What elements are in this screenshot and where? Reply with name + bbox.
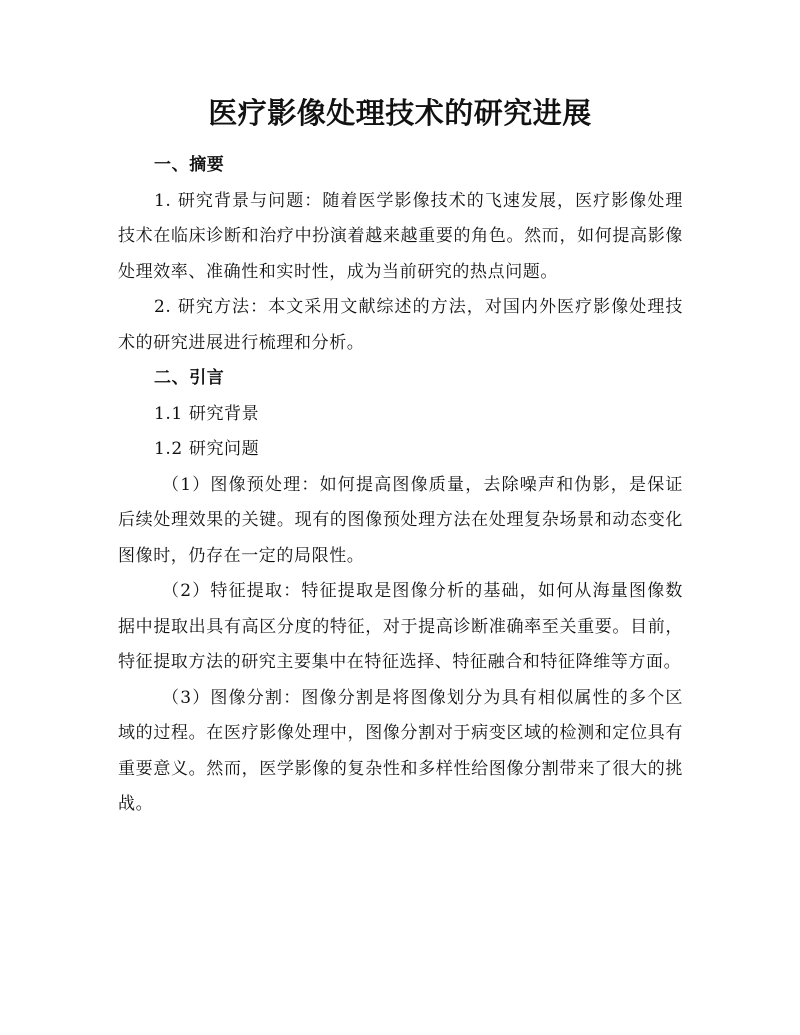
subheading-research-background: 1.1 研究背景 bbox=[154, 403, 260, 424]
document-title: 医疗影像处理技术的研究进展 bbox=[208, 96, 592, 130]
document-body bbox=[118, 148, 683, 823]
paragraph-feature-extraction: （2）特征提取：特征提取是图像分析的基础，如何从海量图像数据中提取出具有高区分度的特征，对于提高诊断准确率至关重要。目前，特征提取方法的研究主要集中在特征选择、特征融合和特征降维等方面。 bbox=[118, 581, 683, 672]
paragraph-image-segmentation: （3）图像分割：图像分割是将图像划分为具有相似属性的多个区域的过程。在医疗影像处理中，图像分割对于病变区域的检测和定位具有重要意义。然而，医学影像的复杂性和多样性给图像分割带来了很大的挑战。 bbox=[118, 687, 683, 814]
subheading-research-questions: 1.2 研究问题 bbox=[154, 439, 260, 459]
abstract-paragraph-background: 1. 研究背景与问题：随着医学影像技术的飞速发展，医疗影像处理技术在临床诊断和治疗中扮演着越来越重要的角色。然而，如何提高影像处理效率、准确性和实时性，成为当前研究的热点问题。 bbox=[118, 190, 683, 282]
section-heading-introduction: 二、引言 bbox=[154, 368, 225, 388]
paragraph-image-preprocessing: （1）图像预处理：如何提高图像质量，去除噪声和伪影，是保证后续处理效果的关键。现有的图像预处理方法在处理复杂场景和动态变化图像时，仍存在一定的局限性。 bbox=[118, 474, 683, 566]
abstract-paragraph-method: 2. 研究方法：本文采用文献综述的方法，对国内外医疗影像处理技术的研究进展进行梳理和分析。 bbox=[118, 297, 683, 353]
section-heading-abstract: 一、摘要 bbox=[154, 155, 225, 175]
